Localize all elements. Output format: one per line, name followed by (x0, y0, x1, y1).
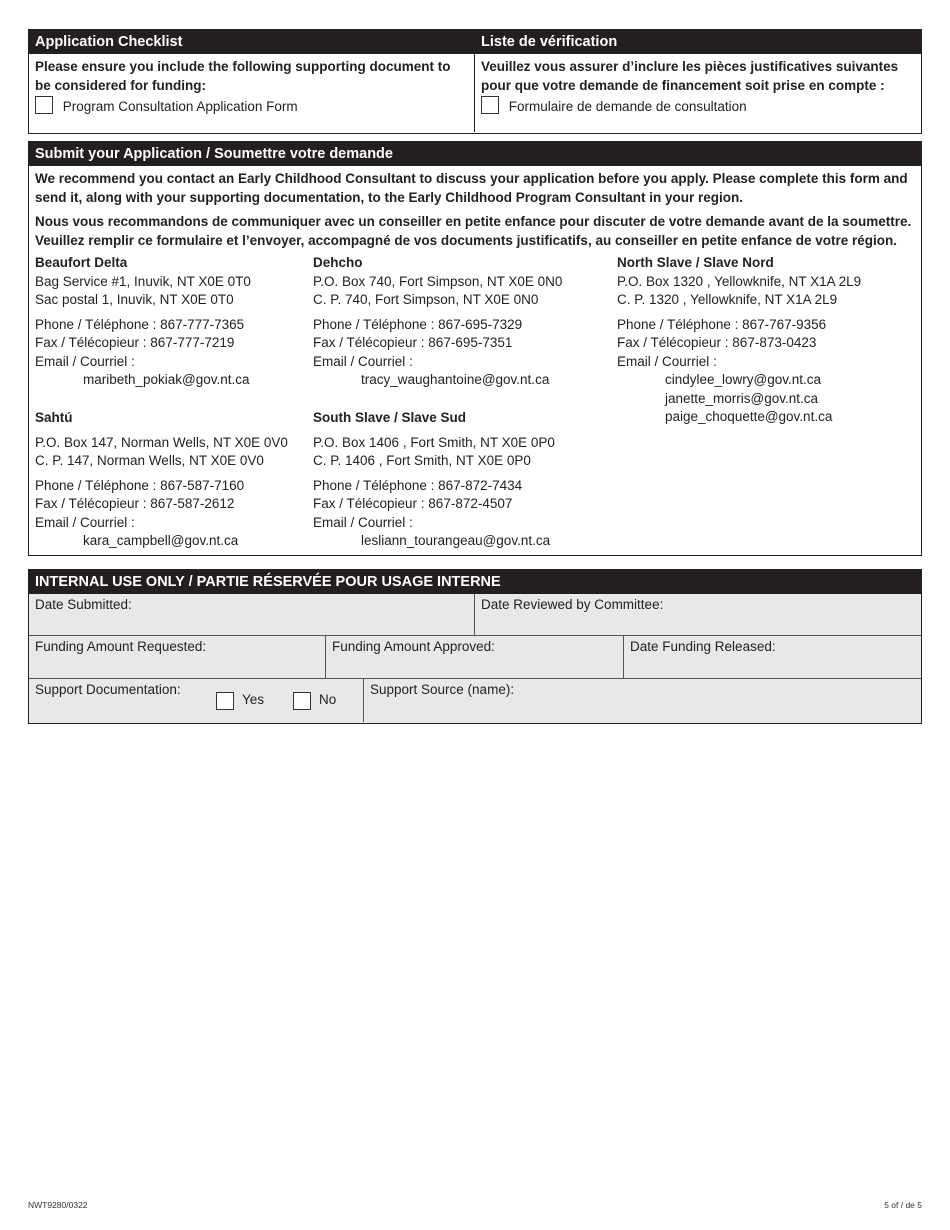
region-phone: Phone / Téléphone : 867-695-7329 (313, 316, 523, 332)
submit-title: Submit your Application / Soumettre votre demande (29, 142, 921, 166)
region-address-fr: C. P. 740, Fort Simpson, NT X0E 0N0 (313, 292, 539, 307)
region-address: Bag Service #1, Inuvik, NT X0E 0T0 (35, 273, 251, 289)
date-submitted-field[interactable] (29, 594, 475, 636)
region-email[interactable]: cindylee_lowry@gov.nt.ca (665, 372, 822, 387)
region-north-slave (617, 254, 917, 427)
checklist-en-column (29, 30, 475, 132)
checklist-section (28, 29, 922, 134)
region-email-label: Email / Courriel : (35, 514, 135, 530)
checklist-en-instruction: Please ensure you include the following supporting document to be considered for funding: (35, 59, 451, 93)
region-address: P.O. Box 1406 , Fort Smith, NT X0E 0P0 (313, 434, 555, 450)
region-name: North Slave / Slave Nord (617, 255, 774, 270)
page-number: 5 of / de 5 (884, 1200, 922, 1210)
support-yes-checkbox[interactable] (216, 692, 234, 710)
checklist-fr-title: Liste de vérification (475, 30, 921, 54)
funding-requested-field[interactable] (29, 636, 326, 679)
region-address-fr: C. P. 1406 , Fort Smith, NT X0E 0P0 (313, 453, 531, 468)
region-sahtu (35, 409, 305, 551)
region-email-label: Email / Courriel : (617, 353, 717, 369)
date-reviewed-field[interactable] (475, 594, 921, 636)
checklist-en-item-label: Program Consultation Application Form (62, 99, 298, 114)
region-fax: Fax / Télécopieur : 867-873-0423 (617, 335, 817, 350)
funding-approved-label: Funding Amount Approved: (332, 639, 495, 654)
region-address: P.O. Box 147, Norman Wells, NT X0E 0V0 (35, 434, 288, 450)
checklist-fr-item (475, 95, 921, 116)
region-south-slave (313, 409, 613, 551)
region-address-fr: Sac postal 1, Inuvik, NT X0E 0T0 (35, 292, 234, 307)
region-name: Beaufort Delta (35, 255, 128, 270)
region-fax: Fax / Télécopieur : 867-872-4507 (313, 496, 513, 511)
date-released-field[interactable] (624, 636, 921, 679)
region-phone: Phone / Téléphone : 867-777-7365 (35, 316, 245, 332)
support-no-checkbox[interactable] (293, 692, 311, 710)
checklist-en-checkbox[interactable] (35, 96, 53, 114)
support-documentation-field (29, 679, 364, 722)
support-source-field[interactable] (364, 679, 921, 722)
submit-en-paragraph: We recommend you contact an Early Childhood Consultant to discuss your application before you apply. Please complete this form and send it, along with your supporting documentation, to the Early Childhood Program Consultant in your region. (35, 171, 908, 205)
checklist-fr-item-label: Formulaire de demande de consultation (508, 99, 747, 114)
region-phone: Phone / Téléphone : 867-872-7434 (313, 477, 523, 493)
region-email[interactable]: tracy_waughantoine@gov.nt.ca (361, 372, 550, 387)
support-source-label: Support Source (name): (370, 682, 515, 697)
support-no-label: No (319, 692, 337, 707)
region-email-label: Email / Courriel : (313, 514, 413, 530)
region-name: Sahtú (35, 410, 73, 425)
date-submitted-label: Date Submitted: (35, 597, 132, 612)
region-email[interactable]: lesliann_tourangeau@gov.nt.ca (361, 533, 551, 548)
region-fax: Fax / Télécopieur : 867-777-7219 (35, 335, 235, 350)
checklist-fr-instruction: Veuillez vous assurer d’inclure les pièces justificatives suivantes pour que votre demande de financement soit prise en compte : (481, 59, 899, 93)
support-documentation-label: Support Documentation: (35, 682, 181, 697)
region-email[interactable]: paige_choquette@gov.nt.ca (665, 409, 833, 424)
region-beaufort-delta (35, 254, 305, 390)
submit-fr-paragraph: Nous vous recommandons de communiquer avec un conseiller en petite enfance pour discuter de votre demande avant de la soumettre. Veuillez remplir ce formulaire et l’envoyer, accompagné de vos documents justificatifs, au conseiller en petite enfance de votre région. (35, 214, 912, 248)
region-address: P.O. Box 1320 , Yellowknife, NT X1A 2L9 (617, 273, 862, 289)
funding-requested-label: Funding Amount Requested: (35, 639, 207, 654)
region-phone: Phone / Téléphone : 867-587-7160 (35, 477, 245, 493)
region-email-label: Email / Courriel : (313, 353, 413, 369)
region-email[interactable]: maribeth_pokiak@gov.nt.ca (83, 372, 250, 387)
region-fax: Fax / Télécopieur : 867-587-2612 (35, 496, 235, 511)
region-fax: Fax / Télécopieur : 867-695-7351 (313, 335, 513, 350)
funding-approved-field[interactable] (326, 636, 624, 679)
region-email[interactable]: kara_campbell@gov.nt.ca (83, 533, 239, 548)
region-email-label: Email / Courriel : (35, 353, 135, 369)
form-code: NWT9280/0322 (28, 1200, 88, 1210)
support-yes-label: Yes (242, 692, 265, 707)
region-email[interactable]: janette_morris@gov.nt.ca (665, 390, 819, 406)
region-name: South Slave / Slave Sud (313, 410, 467, 425)
date-reviewed-label: Date Reviewed by Committee: (481, 597, 664, 612)
checklist-fr-checkbox[interactable] (481, 96, 499, 114)
checklist-en-title: Application Checklist (29, 30, 474, 54)
region-name: Dehcho (313, 255, 363, 270)
region-dehcho (313, 254, 613, 390)
checklist-en-item (29, 95, 474, 116)
internal-section (28, 569, 922, 724)
internal-title: INTERNAL USE ONLY / PARTIE RÉSERVÉE POUR USAGE INTERNE (29, 570, 921, 594)
checklist-fr-column (475, 30, 921, 132)
region-address-fr: C. P. 1320 , Yellowknife, NT X1A 2L9 (617, 292, 838, 307)
submit-section (28, 141, 922, 556)
region-address-fr: C. P. 147, Norman Wells, NT X0E 0V0 (35, 453, 264, 468)
region-phone: Phone / Téléphone : 867-767-9356 (617, 316, 827, 332)
region-address: P.O. Box 740, Fort Simpson, NT X0E 0N0 (313, 273, 563, 289)
date-released-label: Date Funding Released: (630, 639, 776, 654)
